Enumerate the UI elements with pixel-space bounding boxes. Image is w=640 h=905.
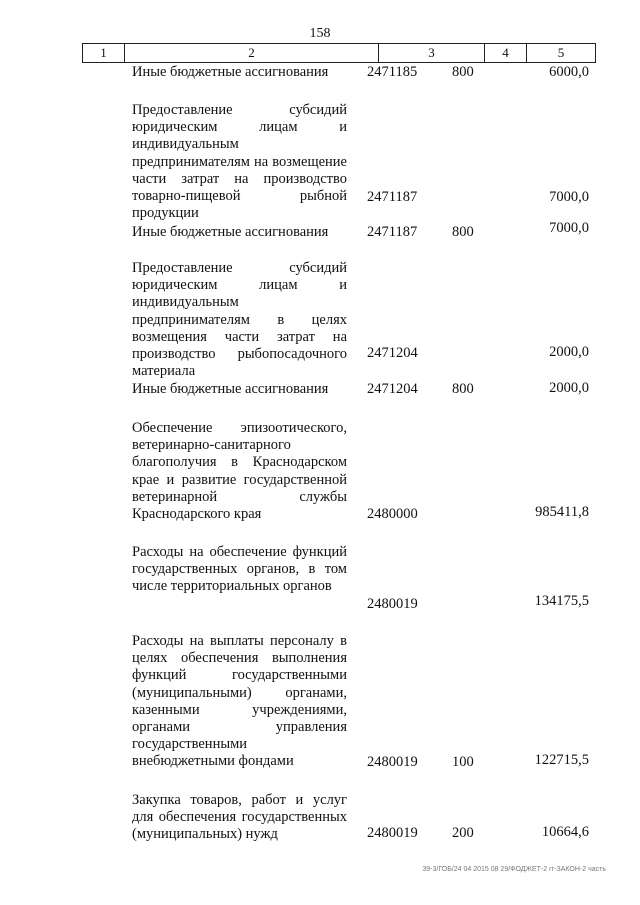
row-amount: 10664,6 <box>541 824 589 840</box>
row-amount: 122715,5 <box>534 752 589 768</box>
row-amount: 2000,0 <box>549 344 589 360</box>
table-header-row <box>82 43 596 63</box>
header-col-3: 3 <box>379 44 485 62</box>
row-amount: 2000,0 <box>549 380 589 396</box>
row-type: 800 <box>452 64 474 80</box>
row-type: 100 <box>452 754 474 770</box>
row-type: 200 <box>452 825 474 841</box>
header-col-4: 4 <box>485 44 527 62</box>
row-description: Расходы на выплаты персоналу в целях обеспечения выполнения функций государственными (муниципальными) органами, казенными учреждениями, органами управления государственными внебюджетными фондами <box>132 633 347 770</box>
row-code: 2471185 <box>367 64 418 80</box>
header-col-1: 1 <box>83 44 125 62</box>
row-amount: 985411,8 <box>535 504 589 520</box>
row-code: 2471187 <box>367 189 418 205</box>
row-amount: 7000,0 <box>549 220 589 236</box>
row-description: Обеспечение эпизоотического, ветеринарно-санитарного благополучия в Краснодарском крае и развитие государственной ветеринарной службы Краснодарского края <box>132 420 347 523</box>
row-code: 2480019 <box>367 754 418 770</box>
header-col-5: 5 <box>557 45 565 60</box>
row-type: 800 <box>452 381 474 397</box>
row-description: Предоставление субсидий юридическим лицам и индивидуальным предпринимателям в целях возмещения части затрат на производство рыбопосадочного материала <box>132 260 347 380</box>
row-code: 2471204 <box>367 345 418 361</box>
header-col-2: 2 <box>125 44 379 62</box>
row-description: Закупка товаров, работ и услуг для обеспечения государственных (муниципальных) нужд <box>132 792 347 843</box>
row-code: 2480019 <box>367 825 418 841</box>
row-description: Иные бюджетные ассигнования <box>132 381 329 397</box>
row-amount: 7000,0 <box>549 189 589 205</box>
row-description: Иные бюджетные ассигнования <box>132 224 329 240</box>
row-amount: 134175,5 <box>534 593 589 609</box>
row-amount: 6000,0 <box>549 64 589 80</box>
row-code: 2480019 <box>367 596 418 612</box>
row-code: 2471187 <box>367 224 418 240</box>
row-type: 800 <box>452 224 474 240</box>
row-description: Иные бюджетные ассигнования <box>132 64 329 80</box>
row-description: Предоставление субсидий юридическим лицам и индивидуальным предпринимателям на возмещение части затрат на производство товарно-пищевой рыбной продукции <box>132 102 347 222</box>
row-description: Расходы на обеспечение функций государственных органов, в том числе территориальных органов <box>132 544 347 595</box>
document-footer: 39-3/ГОБ/24 04 2015 08 29/ФОДЖЕТ-2 гг-ЗАКОН-2 часть <box>422 866 606 873</box>
page-number: 158 <box>309 26 331 41</box>
row-code: 2471204 <box>367 381 418 397</box>
row-code: 2480000 <box>367 506 418 522</box>
